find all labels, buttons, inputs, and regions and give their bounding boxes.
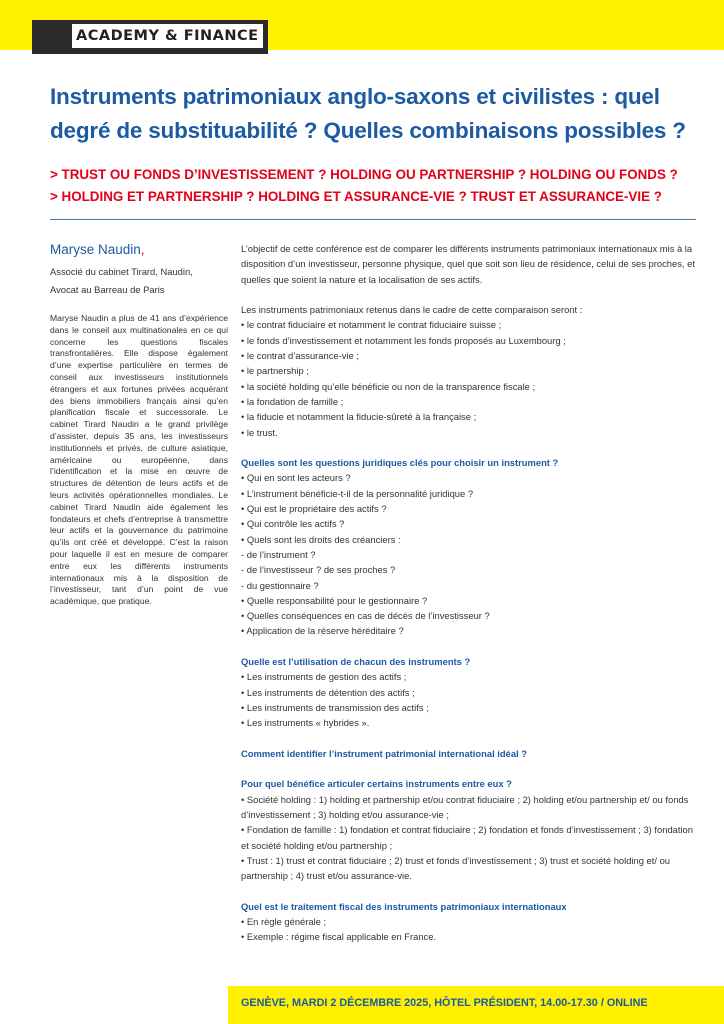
speaker-name-comma: , — [140, 242, 145, 257]
speaker-role — [50, 263, 228, 299]
instruments-intro: Les instruments patrimoniaux retenus dans le cadre de cette comparaison seront : — [241, 304, 583, 316]
question-heading: Quelle est l’utilisation de chacun des instruments ? — [241, 656, 471, 668]
tax-list — [241, 914, 701, 945]
list-item: • Trust : 1) trust et contrat fiduciaire ; 2) trust et fonds d’investissement ; 3) trust et société holding et/ ou partnership ; 4) trust et/ou assurance-vie. — [241, 854, 670, 882]
list-item: • la fiducie et notamment la fiducie-sûreté à la française ; — [241, 411, 477, 423]
subtitle-line-1: > TRUST OU FONDS D’INVESTISSEMENT ? HOLDING OU PARTNERSHIP ? HOLDING OU FONDS ? — [50, 167, 678, 182]
list-item: • le fonds d’investissement et notamment les fonds proposés au Luxembourg ; — [241, 334, 566, 346]
list-item: - de l’instrument ? — [241, 548, 316, 560]
brand-label: ACADEMY & FINANCE — [72, 24, 263, 48]
list-item: • Quelle responsabilité pour le gestionnaire ? — [241, 594, 428, 606]
speaker-name-line — [50, 240, 228, 260]
list-item: • En règle générale ; — [241, 916, 327, 928]
speaker-name: Maryse Naudin — [50, 242, 141, 257]
subtitle-line-2: > HOLDING ET PARTNERSHIP ? HOLDING ET ASSURANCE-VIE ? TRUST ET ASSURANCE-VIE ? — [50, 189, 662, 204]
list-item: • Application de la réserve héréditaire ? — [241, 625, 404, 637]
speaker-bio: Maryse Naudin a plus de 41 ans d’expérience dans le conseil aux multinationales en ce qui concerne les questions fiscales transfrontalières. Elle dispose également d’une expertise particulière en termes de conseil aux investisseurs institutionnels étrangers et aux fortunes privées acquérant des biens immobiliers français ainsi qu’en planification fiscale et successorale. Le cabinet Tirard Naudin a le grand privilège d’assister, depuis 35 ans, les investisseurs institutionnels et privés, de culture asiatique, américaine ou européenne, dans l’identification et la mise en œuvre de structures de détention de leurs actifs et de leurs activités opérationnelles mondiales. Le cabinet Tirard Naudin aide également les fondateurs et chefs d’entreprise à transmettre leur actifs et la gouvernance du patrimoine qu’ils ont créé et développé. C’est la raison pour laquelle il est en mesure de comparer entre eux les différents instruments internationaux mis à la disposition de l’investisseur, tant d’un point de vue académique, que pratique. — [50, 313, 228, 607]
list-item: • Quelles conséquences en cas de décès de l’investisseur ? — [241, 610, 490, 622]
conference-description — [241, 241, 701, 945]
intro-paragraph: L’objectif de cette conférence est de comparer les différents instruments patrimoniaux internationaux mis à la disposition d’un investisseur, personne physique, quel que soit son lieu de résidence, celui de ses proches, et quelles que soient la nature et la localisation de ses actifs. — [241, 243, 695, 285]
list-item: • la société holding qu’elle bénéficie ou non de la transparence fiscale ; — [241, 380, 536, 392]
event-details: GENÈVE, MARDI 2 DÉCEMBRE 2025, HÔTEL PRÉSIDENT, 14.00-17.30 / ONLINE — [241, 997, 648, 1009]
list-item: • le partnership ; — [241, 365, 309, 377]
list-item: • Société holding : 1) holding et partnership et/ou contrat fiduciaire ; 2) holding et/ou partnership et/ ou fonds d’investissement ; 3) holding et/ou assurance-vie ; — [241, 793, 689, 820]
speaker-role-line-1: Associé du cabinet Tirard, Naudin, — [50, 266, 193, 277]
page-title: Instruments patrimoniaux anglo-saxons et civilistes : quel degré de substituabilité ? Quelles combinaisons possibles ? — [50, 84, 686, 143]
list-item: • Qui contrôle les actifs ? — [241, 518, 345, 530]
instruments-list — [241, 317, 701, 439]
list-item: • le contrat d’assurance-vie ; — [241, 350, 359, 362]
list-item: • Exemple : régime fiscal applicable en France. — [241, 931, 437, 943]
list-item: • Les instruments de gestion des actifs ; — [241, 671, 407, 683]
speaker-role-line-2: Avocat au Barreau de Paris — [50, 284, 165, 295]
usage-list — [241, 669, 701, 730]
question-heading: Comment identifier l’instrument patrimonial international idéal ? — [241, 747, 527, 759]
list-item: • Qui est le propriétaire des actifs ? — [241, 503, 387, 515]
list-item: - du gestionnaire ? — [241, 579, 319, 591]
list-item: • le contrat fiduciaire et notamment le contrat fiduciaire suisse ; — [241, 319, 502, 331]
list-item: • Les instruments « hybrides ». — [241, 717, 370, 729]
list-item: • L’instrument bénéficie-t-il de la personnalité juridique ? — [241, 487, 474, 499]
list-item: • Quels sont les droits des créanciers : — [241, 533, 401, 545]
question-heading: Quel est le traitement fiscal des instruments patrimoniaux internationaux — [241, 900, 567, 912]
list-item: • Les instruments de détention des actifs ; — [241, 686, 415, 698]
combinations-list — [241, 792, 701, 884]
list-item: • la fondation de famille ; — [241, 395, 344, 407]
list-item: - de l’investisseur ? de ses proches ? — [241, 564, 396, 576]
speaker-sidebar — [50, 240, 228, 608]
list-item: • Qui en sont les acteurs ? — [241, 472, 351, 484]
section-divider — [50, 219, 696, 220]
question-heading: Pour quel bénéfice articuler certains instruments entre eux ? — [241, 778, 512, 790]
question-heading: Quelles sont les questions juridiques clés pour choisir un instrument ? — [241, 457, 559, 469]
questions-list — [241, 470, 701, 638]
list-item: • Les instruments de transmission des actifs ; — [241, 701, 429, 713]
list-item: • Fondation de famille : 1) fondation et contrat fiduciaire ; 2) fondation et fonds d’investissement ; 3) fondation et société holding et/ou partnership ; — [241, 824, 693, 851]
list-item: • le trust. — [241, 426, 278, 438]
topic-subtitle — [50, 164, 710, 208]
